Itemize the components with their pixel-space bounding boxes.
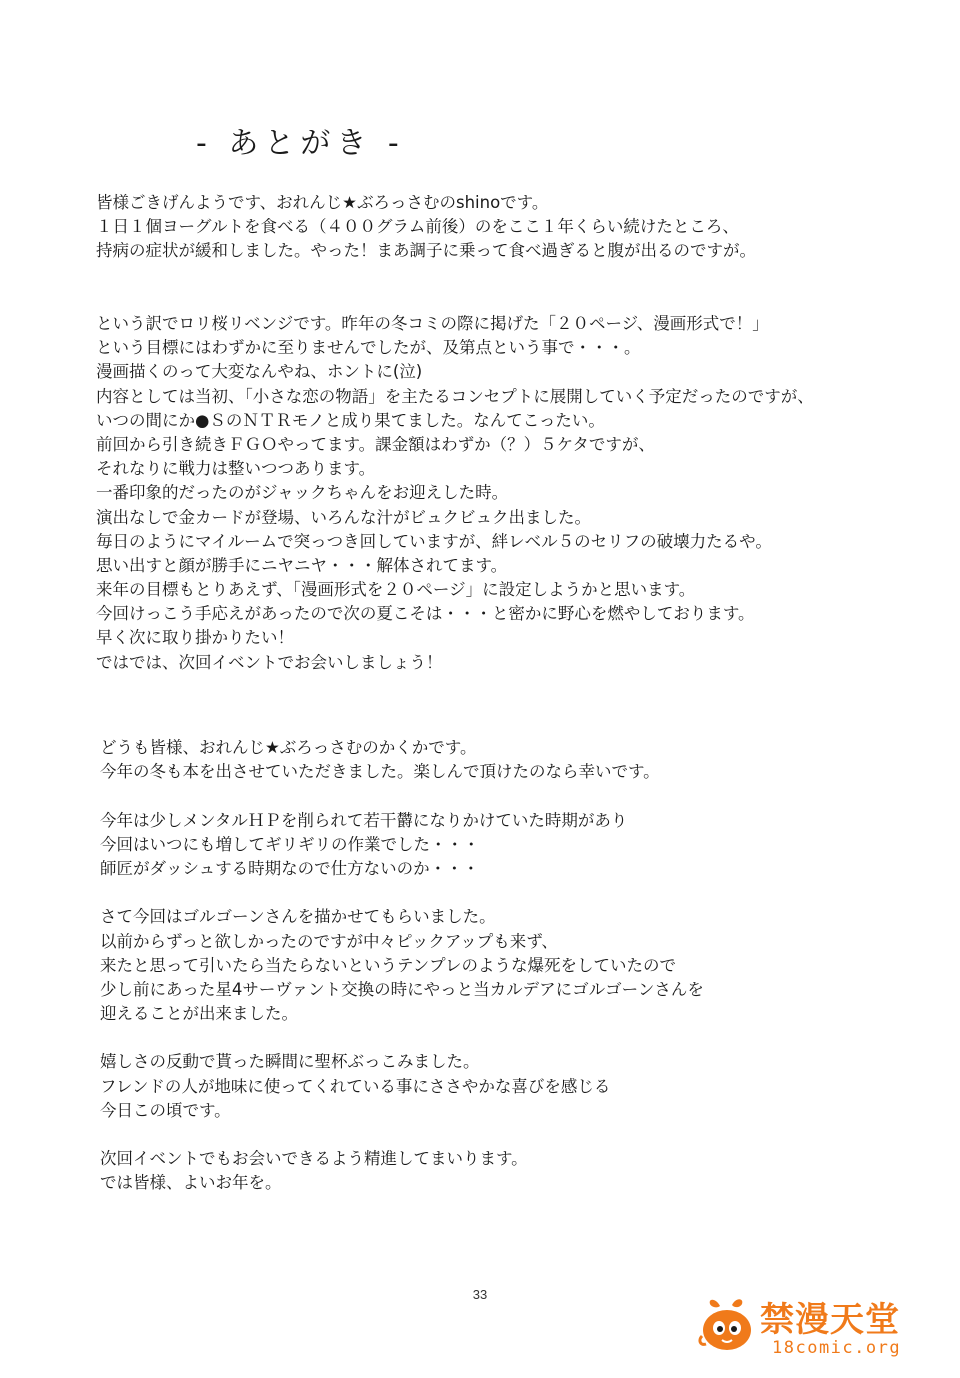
watermark-title: 禁漫天堂	[760, 1300, 900, 1340]
text-line: 今年は少しメンタルＨＰを削られて若干欝になりかけていた時期があり	[100, 810, 628, 830]
mascot-logo-icon	[698, 1296, 756, 1354]
text-line: 早く次に取り掛かりたい！	[96, 628, 294, 648]
text-line: それなりに戦力は整いつつあります。	[96, 459, 376, 479]
afterword-shino-intro	[96, 191, 756, 264]
text-line: 漫画描くのって大変なんやね、ホントに(泣)	[96, 362, 423, 382]
text-line: フレンドの人が地味に使ってくれている事にささやかな喜びを感じる	[100, 1076, 611, 1096]
paragraph-gap	[100, 1123, 704, 1147]
text-line: 持病の症状が緩和しました。やった！まあ調子に乗って食べ過ぎると腹が出るのですが。	[96, 241, 756, 261]
text-line: 内容としては当初、「小さな恋の物語」を主たるコンセプトに展開していく予定だったのですが、	[96, 386, 814, 406]
text-line: 毎日のようにマイルームで突っつき回していますが、絆レベル５のセリフの破壊力たるや。	[96, 531, 772, 551]
paragraph-gap	[100, 784, 704, 808]
text-line: では皆様、よいお年を。	[100, 1173, 282, 1193]
text-line: 今年の冬も本を出させていただきました。楽しんで頂けたのなら幸いです。	[100, 762, 660, 782]
text-line: 次回イベントでもお会いできるよう精進してまいります。	[100, 1149, 528, 1169]
text-line: 思い出すと顔が勝手にニヤニヤ・・・解体されてます。	[96, 555, 508, 575]
text-line: ではでは、次回イベントでお会いしましょう！	[96, 652, 443, 672]
text-line: という目標にはわずかに至りませんでしたが、及第点という事で・・・。	[96, 338, 641, 358]
text-line: 今日この頃です。	[100, 1100, 231, 1120]
watermark	[698, 1288, 938, 1362]
watermark-url: 18comic.org	[772, 1338, 902, 1358]
text-line: 嬉しさの反動で貰った瞬間に聖杯ぶっこみました。	[100, 1052, 480, 1072]
text-line: 皆様ごきげんようです、おれんじ★ぶろっさむのshinoです。	[96, 193, 549, 212]
paragraph-gap	[100, 1026, 704, 1050]
text-line: 迎えることが出来ました。	[100, 1004, 298, 1024]
text-line: 少し前にあった星4サーヴァント交換の時にやっと当カルデアにゴルゴーンさんを	[100, 979, 704, 999]
text-line: １日１個ヨーグルトを食べる（４００グラム前後）のをここ１年くらい続けたところ、	[96, 217, 739, 237]
afterword-kakuka	[100, 736, 704, 1196]
text-line: 以前からずっと欲しかったのですが中々ピックアップも来ず、	[100, 931, 558, 951]
text-line: 今回はいつにも増してギリギリの作業でした・・・	[100, 834, 480, 854]
text-line: いつの間にか●ＳのＮＴＲモノと成り果てました。なんてこったい。	[96, 410, 605, 430]
page-number: 33	[472, 1287, 488, 1302]
text-line: 来年の目標もとりあえず、「漫画形式を２０ページ」に設定しようかと思います。	[96, 580, 696, 600]
text-line: 来たと思って引いたら当たらないというテンプレのような爆死をしていたので	[100, 955, 677, 975]
afterword-shino-body	[96, 312, 814, 675]
text-line: どうも皆様、おれんじ★ぶろっさむのかくかです。	[100, 738, 477, 757]
paragraph-gap	[100, 881, 704, 905]
text-line: さて今回はゴルゴーンさんを描かせてもらいました。	[100, 907, 496, 927]
text-line: 師匠がダッシュする時期なので仕方ないのか・・・	[100, 858, 480, 878]
page-title: - あとがき -	[196, 126, 405, 161]
text-line: 一番印象的だったのがジャックちゃんをお迎えした時。	[96, 483, 509, 503]
text-line: 今回けっこう手応えがあったので次の夏こそは・・・と密かに野心を燃やしております。	[96, 604, 755, 624]
text-line: 演出なしで金カードが登場、いろんな汁がビュクビュク出ました。	[96, 507, 591, 527]
text-line: という訳でロリ桜リベンジです。昨年の冬コミの際に掲げた「２０ページ、漫画形式で！」	[96, 314, 769, 333]
text-line: 前回から引き続きＦＧＯやってます。課金額はわずか（？）５ケタですが、	[96, 434, 655, 454]
